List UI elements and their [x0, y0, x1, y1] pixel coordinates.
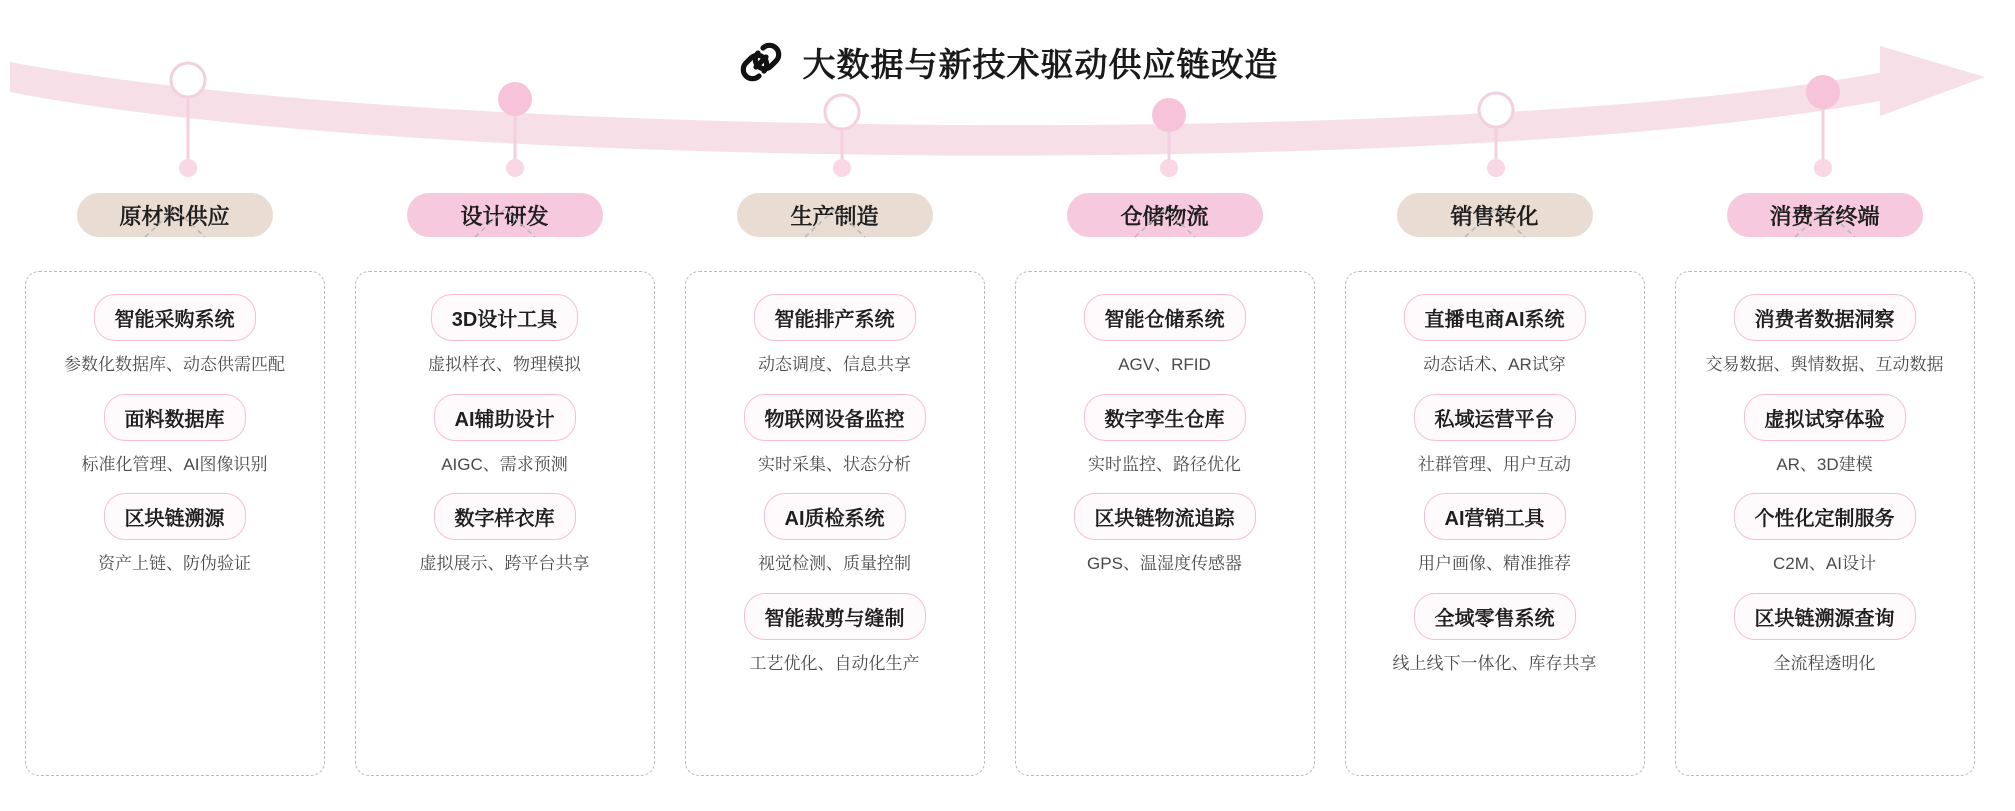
- list-item: [1362, 493, 1628, 593]
- item-title[interactable]: 智能仓储系统: [1084, 294, 1246, 341]
- item-desc: 视觉检测、质量控制: [758, 554, 911, 573]
- list-item: [702, 593, 968, 693]
- item-title[interactable]: 消费者数据洞察: [1734, 294, 1916, 341]
- item-desc: 参数化数据库、动态供需匹配: [64, 355, 285, 374]
- list-item: [1692, 493, 1958, 593]
- item-title[interactable]: AI辅助设计: [434, 394, 576, 441]
- stage-column-raw-material-supply: [22, 193, 327, 776]
- item-desc: 资产上链、防伪验证: [98, 554, 251, 573]
- item-title[interactable]: 全域零售系统: [1414, 593, 1576, 640]
- item-desc: 动态调度、信息共享: [758, 355, 911, 374]
- item-desc: 实时监控、路径优化: [1088, 454, 1241, 474]
- item-title[interactable]: 区块链溯源: [104, 493, 246, 540]
- item-desc: 全流程透明化: [1773, 653, 1876, 673]
- item-title[interactable]: 智能排产系统: [754, 294, 916, 341]
- list-item: [1362, 593, 1628, 693]
- item-title[interactable]: 数字样衣库: [434, 493, 576, 540]
- stage-items-design-rnd: [355, 271, 655, 776]
- list-item: [1692, 394, 1958, 494]
- list-item: [42, 493, 308, 593]
- stage-column-consumer-terminal: [1672, 193, 1977, 776]
- item-title[interactable]: 3D设计工具: [431, 294, 579, 341]
- list-item: [1692, 294, 1958, 394]
- stage-pill-consumer-terminal[interactable]: 消费者终端: [1727, 193, 1923, 237]
- stage-items-raw-material-supply: [25, 271, 325, 776]
- list-item: [1032, 294, 1298, 394]
- list-item: [372, 394, 638, 494]
- item-title[interactable]: 个性化定制服务: [1734, 493, 1916, 540]
- item-desc: 社群管理、用户互动: [1418, 454, 1571, 474]
- list-item: [42, 394, 308, 494]
- stage-pill-design-rnd[interactable]: 设计研发: [407, 193, 603, 237]
- item-title[interactable]: 私域运营平台: [1414, 394, 1576, 441]
- item-desc: AGV、RFID: [1118, 355, 1211, 374]
- item-desc: 虚拟展示、跨平台共享: [419, 554, 590, 573]
- stage-pill-sales-conversion[interactable]: 销售转化: [1397, 193, 1593, 237]
- item-desc: 线上线下一体化、库存共享: [1392, 653, 1597, 673]
- page-title: [0, 38, 2015, 86]
- item-title[interactable]: AI营销工具: [1424, 493, 1566, 540]
- item-title[interactable]: 智能采购系统: [94, 294, 256, 341]
- stage-pill-production-manufacturing[interactable]: 生产制造: [737, 193, 933, 237]
- item-desc: AR、3D建模: [1776, 454, 1873, 474]
- list-item: [702, 493, 968, 593]
- list-item: [372, 493, 638, 593]
- stage-items-sales-conversion: [1345, 271, 1645, 776]
- list-item: [702, 294, 968, 394]
- list-item: [1362, 294, 1628, 394]
- item-title[interactable]: 区块链溯源查询: [1734, 593, 1916, 640]
- item-title[interactable]: 直播电商AI系统: [1404, 294, 1586, 341]
- stage-items-production-manufacturing: [685, 271, 985, 776]
- stage-columns: [22, 193, 1993, 776]
- item-desc: C2M、AI设计: [1773, 554, 1876, 573]
- stage-column-warehouse-logistics: [1012, 193, 1317, 776]
- item-title[interactable]: 物联网设备监控: [744, 394, 926, 441]
- stage-column-design-rnd: [352, 193, 657, 776]
- stage-pill-warehouse-logistics[interactable]: 仓储物流: [1067, 193, 1263, 237]
- list-item: [42, 294, 308, 394]
- item-desc: 实时采集、状态分析: [758, 454, 911, 474]
- item-desc: 工艺优化、自动化生产: [749, 653, 920, 673]
- stage-column-production-manufacturing: [682, 193, 987, 776]
- list-item: [1362, 394, 1628, 494]
- item-title[interactable]: 智能裁剪与缝制: [744, 593, 926, 640]
- list-item: [1032, 493, 1298, 593]
- item-desc: GPS、温湿度传感器: [1087, 554, 1242, 573]
- list-item: [1032, 394, 1298, 494]
- item-desc: 虚拟样衣、物理模拟: [428, 355, 581, 374]
- list-item: [702, 394, 968, 494]
- list-item: [1692, 593, 1958, 693]
- item-desc: 交易数据、舆情数据、互动数据: [1705, 355, 1944, 374]
- item-title[interactable]: 区块链物流追踪: [1074, 493, 1256, 540]
- item-title[interactable]: 数字孪生仓库: [1084, 394, 1246, 441]
- process-flow-arrow: [0, 0, 2015, 200]
- item-title[interactable]: 虚拟试穿体验: [1744, 394, 1906, 441]
- link-chain-icon: [737, 38, 785, 86]
- stage-items-warehouse-logistics: [1015, 271, 1315, 776]
- page-title-text: 大数据与新技术驱动供应链改造: [802, 45, 1279, 83]
- list-item: [372, 294, 638, 394]
- item-desc: 动态话术、AR试穿: [1423, 355, 1566, 374]
- stage-pill-raw-material-supply[interactable]: 原材料供应: [77, 193, 273, 237]
- item-desc: 标准化管理、AI图像识别: [81, 454, 268, 474]
- item-desc: 用户画像、精准推荐: [1418, 554, 1571, 573]
- item-title[interactable]: AI质检系统: [764, 493, 906, 540]
- item-desc: AIGC、需求预测: [441, 454, 568, 474]
- stage-items-consumer-terminal: [1675, 271, 1975, 776]
- stage-column-sales-conversion: [1342, 193, 1647, 776]
- item-title[interactable]: 面料数据库: [104, 394, 246, 441]
